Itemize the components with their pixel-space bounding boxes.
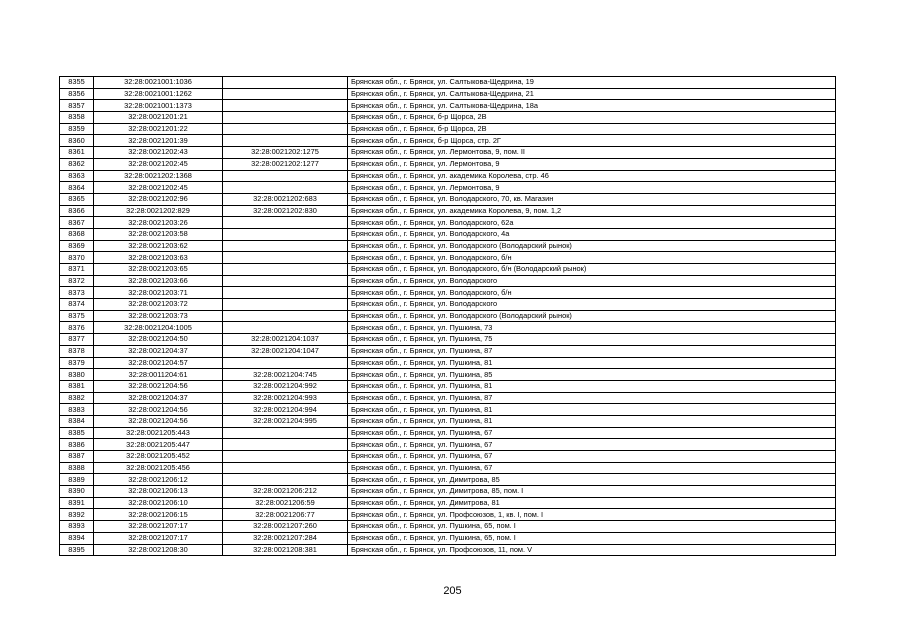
row-number-cell: 8362 (60, 158, 94, 170)
cadastral-number-cell: 32:28:0021206:13 (94, 486, 223, 498)
address-cell: Брянская обл., г. Брянск, ул. Володарского, 62а (348, 217, 836, 229)
table-row (60, 544, 836, 556)
related-cadastral-number-cell (223, 182, 348, 194)
related-cadastral-number-cell: 32:28:0021204:745 (223, 369, 348, 381)
table-row (60, 415, 836, 427)
related-cadastral-number-cell: 32:28:0021202:683 (223, 193, 348, 205)
address-cell: Брянская обл., г. Брянск, ул. Пушкина, 87 (348, 392, 836, 404)
related-cadastral-number-cell (223, 112, 348, 124)
cadastral-number-cell: 32:28:0021203:63 (94, 252, 223, 264)
address-cell: Брянская обл., г. Брянск, ул. Салтыкова-Щедрина, 21 (348, 88, 836, 100)
related-cadastral-number-cell: 32:28:0021208:381 (223, 544, 348, 556)
table-row (60, 521, 836, 533)
related-cadastral-number-cell: 32:28:0021206:212 (223, 486, 348, 498)
related-cadastral-number-cell (223, 228, 348, 240)
cadastral-number-cell: 32:28:0021204:56 (94, 404, 223, 416)
table-row (60, 135, 836, 147)
related-cadastral-number-cell (223, 135, 348, 147)
cadastral-number-cell: 32:28:0021001:1262 (94, 88, 223, 100)
row-number-cell: 8376 (60, 322, 94, 334)
related-cadastral-number-cell (223, 427, 348, 439)
related-cadastral-number-cell (223, 287, 348, 299)
table-row (60, 158, 836, 170)
related-cadastral-number-cell: 32:28:0021204:995 (223, 415, 348, 427)
address-cell: Брянская обл., г. Брянск, ул. Димитрова, 85, пом. I (348, 486, 836, 498)
address-cell: Брянская обл., г. Брянск, ул. Володарского (Володарский рынок) (348, 240, 836, 252)
cadastral-number-cell: 32:28:0021206:12 (94, 474, 223, 486)
address-cell: Брянская обл., г. Брянск, ул. Пушкина, 87 (348, 345, 836, 357)
row-number-cell: 8394 (60, 532, 94, 544)
table-row (60, 228, 836, 240)
row-number-cell: 8385 (60, 427, 94, 439)
address-cell: Брянская обл., г. Брянск, ул. Пушкина, 67 (348, 439, 836, 451)
table-row (60, 380, 836, 392)
related-cadastral-number-cell (223, 299, 348, 311)
related-cadastral-number-cell: 32:28:0021206:77 (223, 509, 348, 521)
cadastral-number-cell: 32:28:0021206:10 (94, 497, 223, 509)
row-number-cell: 8358 (60, 112, 94, 124)
address-cell: Брянская обл., г. Брянск, ул. Володарского, б/н (348, 287, 836, 299)
address-cell: Брянская обл., г. Брянск, ул. Володарского (348, 275, 836, 287)
table-row (60, 147, 836, 159)
related-cadastral-number-cell: 32:28:0021204:1047 (223, 345, 348, 357)
cadastral-number-cell: 32:28:0021208:30 (94, 544, 223, 556)
table-row (60, 310, 836, 322)
related-cadastral-number-cell: 32:28:0021204:993 (223, 392, 348, 404)
address-cell: Брянская обл., г. Брянск, ул. Салтыкова-Щедрина, 18а (348, 100, 836, 112)
row-number-cell: 8393 (60, 521, 94, 533)
row-number-cell: 8387 (60, 451, 94, 463)
related-cadastral-number-cell: 32:28:0021202:1277 (223, 158, 348, 170)
row-number-cell: 8355 (60, 77, 94, 89)
row-number-cell: 8389 (60, 474, 94, 486)
related-cadastral-number-cell (223, 264, 348, 276)
row-number-cell: 8378 (60, 345, 94, 357)
related-cadastral-number-cell: 32:28:0021202:1275 (223, 147, 348, 159)
related-cadastral-number-cell (223, 451, 348, 463)
table-row (60, 264, 836, 276)
table-row (60, 404, 836, 416)
table-row (60, 357, 836, 369)
address-cell: Брянская обл., г. Брянск, ул. Володарского, 4а (348, 228, 836, 240)
cadastral-number-cell: 32:28:0021205:452 (94, 451, 223, 463)
address-cell: Брянская обл., г. Брянск, ул. Пушкина, 81 (348, 357, 836, 369)
table-row (60, 369, 836, 381)
address-cell: Брянская обл., г. Брянск, ул. Пушкина, 73 (348, 322, 836, 334)
cadastral-number-cell: 32:28:0021202:43 (94, 147, 223, 159)
cadastral-number-cell: 32:28:0021201:21 (94, 112, 223, 124)
row-number-cell: 8364 (60, 182, 94, 194)
cadastral-number-cell: 32:28:0021203:71 (94, 287, 223, 299)
address-cell: Брянская обл., г. Брянск, ул. Володарского (Володарский рынок) (348, 310, 836, 322)
row-number-cell: 8361 (60, 147, 94, 159)
related-cadastral-number-cell (223, 240, 348, 252)
row-number-cell: 8395 (60, 544, 94, 556)
address-cell: Брянская обл., г. Брянск, б-р Щорса, 2В (348, 112, 836, 124)
address-cell: Брянская обл., г. Брянск, ул. Пушкина, 67 (348, 462, 836, 474)
row-number-cell: 8374 (60, 299, 94, 311)
row-number-cell: 8380 (60, 369, 94, 381)
address-cell: Брянская обл., г. Брянск, ул. Пушкина, 67 (348, 427, 836, 439)
cadastral-number-cell: 32:28:0021203:72 (94, 299, 223, 311)
related-cadastral-number-cell (223, 275, 348, 287)
address-cell: Брянская обл., г. Брянск, ул. Пушкина, 75 (348, 334, 836, 346)
row-number-cell: 8365 (60, 193, 94, 205)
cadastral-number-cell: 32:28:0021202:45 (94, 182, 223, 194)
cadastral-number-cell: 32:28:0021204:57 (94, 357, 223, 369)
address-cell: Брянская обл., г. Брянск, б-р Щорса, стр. 2Г (348, 135, 836, 147)
cadastral-number-cell: 32:28:0021204:56 (94, 380, 223, 392)
row-number-cell: 8372 (60, 275, 94, 287)
row-number-cell: 8371 (60, 264, 94, 276)
related-cadastral-number-cell (223, 474, 348, 486)
registry-table-body (60, 77, 836, 556)
row-number-cell: 8356 (60, 88, 94, 100)
cadastral-number-cell: 32:28:0021203:62 (94, 240, 223, 252)
table-row (60, 100, 836, 112)
related-cadastral-number-cell (223, 462, 348, 474)
related-cadastral-number-cell (223, 252, 348, 264)
cadastral-number-cell: 32:28:0021205:443 (94, 427, 223, 439)
address-cell: Брянская обл., г. Брянск, ул. Пушкина, 81 (348, 415, 836, 427)
table-row (60, 252, 836, 264)
related-cadastral-number-cell: 32:28:0021202:830 (223, 205, 348, 217)
related-cadastral-number-cell (223, 88, 348, 100)
table-row (60, 217, 836, 229)
table-row (60, 112, 836, 124)
table-row (60, 88, 836, 100)
address-cell: Брянская обл., г. Брянск, ул. Володарского, 70, кв. Магазин (348, 193, 836, 205)
address-cell: Брянская обл., г. Брянск, ул. Лермонтова, 9, пом. II (348, 147, 836, 159)
related-cadastral-number-cell (223, 170, 348, 182)
related-cadastral-number-cell: 32:28:0021206:59 (223, 497, 348, 509)
cadastral-number-cell: 32:28:0021204:50 (94, 334, 223, 346)
cadastral-number-cell: 32:28:0021201:22 (94, 123, 223, 135)
related-cadastral-number-cell (223, 439, 348, 451)
cadastral-number-cell: 32:28:0021204:1005 (94, 322, 223, 334)
related-cadastral-number-cell (223, 322, 348, 334)
cadastral-number-cell: 32:28:0021201:39 (94, 135, 223, 147)
row-number-cell: 8360 (60, 135, 94, 147)
row-number-cell: 8368 (60, 228, 94, 240)
cadastral-number-cell: 32:28:0021202:1368 (94, 170, 223, 182)
related-cadastral-number-cell (223, 310, 348, 322)
row-number-cell: 8359 (60, 123, 94, 135)
table-row (60, 427, 836, 439)
table-row (60, 497, 836, 509)
cadastral-number-cell: 32:28:0021202:45 (94, 158, 223, 170)
related-cadastral-number-cell (223, 217, 348, 229)
address-cell: Брянская обл., г. Брянск, ул. Пушкина, 65, пом. I (348, 532, 836, 544)
registry-table (59, 76, 836, 556)
cadastral-number-cell: 32:28:0021205:456 (94, 462, 223, 474)
cadastral-number-cell: 32:28:0011204:61 (94, 369, 223, 381)
row-number-cell: 8384 (60, 415, 94, 427)
related-cadastral-number-cell: 32:28:0021204:992 (223, 380, 348, 392)
row-number-cell: 8386 (60, 439, 94, 451)
cadastral-number-cell: 32:28:0021203:65 (94, 264, 223, 276)
row-number-cell: 8367 (60, 217, 94, 229)
address-cell: Брянская обл., г. Брянск, ул. академика Королева, 9, пом. 1,2 (348, 205, 836, 217)
related-cadastral-number-cell: 32:28:0021204:994 (223, 404, 348, 416)
table-row (60, 240, 836, 252)
table-row (60, 123, 836, 135)
row-number-cell: 8377 (60, 334, 94, 346)
table-row (60, 439, 836, 451)
address-cell: Брянская обл., г. Брянск, ул. Профсоюзов, 11, пом. V (348, 544, 836, 556)
address-cell: Брянская обл., г. Брянск, ул. Пушкина, 85 (348, 369, 836, 381)
address-cell: Брянская обл., г. Брянск, ул. Лермонтова, 9 (348, 158, 836, 170)
cadastral-number-cell: 32:28:0021204:37 (94, 345, 223, 357)
row-number-cell: 8379 (60, 357, 94, 369)
table-row (60, 451, 836, 463)
address-cell: Брянская обл., г. Брянск, ул. Пушкина, 81 (348, 380, 836, 392)
row-number-cell: 8392 (60, 509, 94, 521)
table-row (60, 77, 836, 89)
table-row (60, 193, 836, 205)
table-row (60, 299, 836, 311)
cadastral-number-cell: 32:28:0021204:56 (94, 415, 223, 427)
address-cell: Брянская обл., г. Брянск, ул. Пушкина, 81 (348, 404, 836, 416)
table-row (60, 182, 836, 194)
address-cell: Брянская обл., г. Брянск, ул. Володарского, б/н (Володарский рынок) (348, 264, 836, 276)
address-cell: Брянская обл., г. Брянск, ул. Димитрова, 85 (348, 474, 836, 486)
table-row (60, 322, 836, 334)
cadastral-number-cell: 32:28:0021206:15 (94, 509, 223, 521)
cadastral-number-cell: 32:28:0021207:17 (94, 532, 223, 544)
row-number-cell: 8382 (60, 392, 94, 404)
table-row (60, 287, 836, 299)
row-number-cell: 8366 (60, 205, 94, 217)
cadastral-number-cell: 32:28:0021204:37 (94, 392, 223, 404)
cadastral-number-cell: 32:28:0021203:58 (94, 228, 223, 240)
cadastral-number-cell: 32:28:0021205:447 (94, 439, 223, 451)
row-number-cell: 8390 (60, 486, 94, 498)
table-row (60, 486, 836, 498)
related-cadastral-number-cell (223, 357, 348, 369)
row-number-cell: 8375 (60, 310, 94, 322)
page-number: 205 (443, 585, 462, 597)
address-cell: Брянская обл., г. Брянск, ул. Профсоюзов, 1, кв. I, пом. I (348, 509, 836, 521)
row-number-cell: 8388 (60, 462, 94, 474)
address-cell: Брянская обл., г. Брянск, ул. Салтыкова-Щедрина, 19 (348, 77, 836, 89)
table-row (60, 275, 836, 287)
table-row (60, 205, 836, 217)
cadastral-number-cell: 32:28:0021001:1036 (94, 77, 223, 89)
cadastral-number-cell: 32:28:0021001:1373 (94, 100, 223, 112)
address-cell: Брянская обл., г. Брянск, ул. Пушкина, 67 (348, 451, 836, 463)
related-cadastral-number-cell: 32:28:0021207:284 (223, 532, 348, 544)
address-cell: Брянская обл., г. Брянск, ул. Пушкина, 65, пом. I (348, 521, 836, 533)
address-cell: Брянская обл., г. Брянск, ул. Володарского (348, 299, 836, 311)
related-cadastral-number-cell: 32:28:0021207:260 (223, 521, 348, 533)
row-number-cell: 8369 (60, 240, 94, 252)
table-row (60, 392, 836, 404)
cadastral-number-cell: 32:28:0021203:26 (94, 217, 223, 229)
row-number-cell: 8391 (60, 497, 94, 509)
related-cadastral-number-cell (223, 100, 348, 112)
address-cell: Брянская обл., г. Брянск, ул. Лермонтова, 9 (348, 182, 836, 194)
address-cell: Брянская обл., г. Брянск, ул. Володарского, б/н (348, 252, 836, 264)
table-row (60, 532, 836, 544)
cadastral-number-cell: 32:28:0021207:17 (94, 521, 223, 533)
cadastral-number-cell: 32:28:0021202:96 (94, 193, 223, 205)
table-row (60, 170, 836, 182)
row-number-cell: 8373 (60, 287, 94, 299)
related-cadastral-number-cell: 32:28:0021204:1037 (223, 334, 348, 346)
address-cell: Брянская обл., г. Брянск, б-р Щорса, 2В (348, 123, 836, 135)
row-number-cell: 8383 (60, 404, 94, 416)
cadastral-number-cell: 32:28:0021203:73 (94, 310, 223, 322)
table-row (60, 334, 836, 346)
related-cadastral-number-cell (223, 123, 348, 135)
table-row (60, 509, 836, 521)
address-cell: Брянская обл., г. Брянск, ул. академика Королева, стр. 46 (348, 170, 836, 182)
row-number-cell: 8363 (60, 170, 94, 182)
related-cadastral-number-cell (223, 77, 348, 89)
table-row (60, 462, 836, 474)
cadastral-number-cell: 32:28:0021203:66 (94, 275, 223, 287)
table-row (60, 345, 836, 357)
row-number-cell: 8357 (60, 100, 94, 112)
address-cell: Брянская обл., г. Брянск, ул. Димитрова, 81 (348, 497, 836, 509)
row-number-cell: 8370 (60, 252, 94, 264)
cadastral-number-cell: 32:28:0021202:829 (94, 205, 223, 217)
table-row (60, 474, 836, 486)
row-number-cell: 8381 (60, 380, 94, 392)
